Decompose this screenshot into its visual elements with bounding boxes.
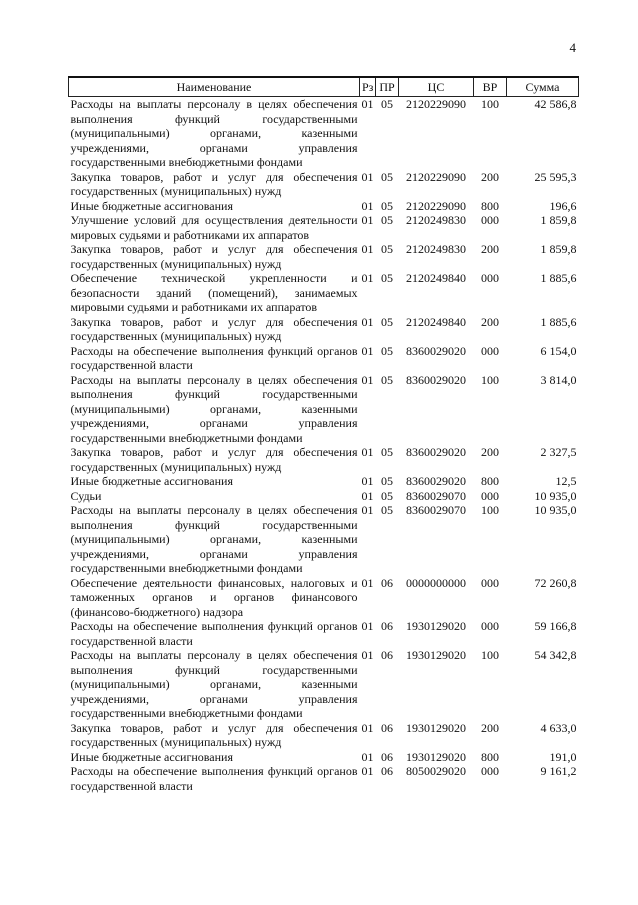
row-cs: 1930129020: [406, 648, 466, 662]
row-rz: 01: [361, 271, 374, 285]
row-rz: 01: [361, 474, 374, 488]
row-rz: 01: [361, 198, 374, 213]
row-name: Расходы на обеспечение выполнения функций органов государственной власти: [70, 619, 358, 648]
table-header: [69, 77, 579, 97]
row-rz: 01: [361, 503, 374, 517]
row-name: Закупка товаров, работ и услуг для обеспечения государственных (муниципальных) нужд: [70, 169, 358, 198]
row-vr: 000: [481, 343, 499, 358]
row-vr: 200: [481, 314, 499, 329]
row-pr: 06: [381, 749, 393, 764]
table-row: [69, 97, 579, 170]
row-cs: 0000000000: [406, 575, 466, 590]
row-rz: 01: [361, 575, 374, 590]
row-rz: 01: [361, 619, 374, 633]
row-sum: 1 885,6: [540, 271, 577, 285]
row-cs: 1930129020: [406, 619, 466, 633]
row-sum: 4 633,0: [540, 720, 577, 735]
row-sum: 3 814,0: [540, 372, 577, 387]
row-vr: 000: [481, 575, 499, 590]
row-name: Расходы на выплаты персоналу в целях обеспечения выполнения функций государственными (муниципальными) органами, казенными учреждениями, органами управления государственными внебюджетными фондами: [70, 97, 358, 169]
row-sum: 196,6: [549, 198, 577, 213]
row-sum: 9 161,2: [540, 764, 577, 778]
row-pr: 05: [381, 343, 393, 358]
row-pr: 06: [381, 764, 393, 778]
row-cs: 1930129020: [406, 720, 466, 735]
row-sum: 42 586,8: [534, 97, 577, 111]
row-pr: 05: [381, 445, 393, 459]
row-name: Расходы на обеспечение выполнения функций органов государственной власти: [70, 343, 358, 372]
table-row: [69, 489, 579, 504]
table-row: [69, 503, 579, 576]
row-vr: 100: [481, 503, 499, 517]
table-row: [69, 445, 579, 474]
row-vr: 000: [481, 764, 499, 778]
row-cs: 2120249840: [406, 314, 466, 329]
row-vr: 000: [481, 271, 499, 285]
table-row: [69, 750, 579, 765]
row-cs: 8360029020: [406, 343, 466, 358]
table-row: [69, 213, 579, 242]
table-row: [69, 619, 579, 648]
row-pr: 06: [381, 575, 393, 590]
table-row: [69, 170, 579, 199]
row-sum: 6 154,0: [540, 343, 577, 358]
row-vr: 000: [481, 213, 499, 227]
header-name: Наименование: [69, 77, 360, 97]
row-name: Улучшение условий для осуществления деятельности мировых судьями и работниками их аппаратов: [70, 213, 358, 242]
row-cs: 1930129020: [406, 749, 466, 764]
table-row: [69, 315, 579, 344]
row-vr: 000: [481, 619, 499, 633]
table-row: [69, 271, 579, 315]
row-pr: 05: [381, 198, 393, 213]
row-sum: 1 885,6: [540, 314, 577, 329]
row-rz: 01: [361, 213, 374, 227]
row-sum: 25 595,3: [534, 169, 577, 184]
row-name: Иные бюджетные ассигнования: [70, 198, 233, 213]
header-rz: Рз: [360, 77, 376, 97]
header-vr: ВР: [474, 77, 507, 97]
table-row: [69, 576, 579, 620]
header-cs: ЦС: [399, 77, 474, 97]
row-rz: 01: [361, 488, 374, 503]
table-row: [69, 648, 579, 721]
row-name: Обеспечение деятельности финансовых, налоговых и таможенных органов и органов финансового (финансово-бюджетного) надзора: [70, 575, 358, 619]
table-row: [69, 721, 579, 750]
row-vr: 200: [481, 169, 499, 184]
row-rz: 01: [361, 648, 374, 662]
row-cs: 2120249830: [406, 213, 466, 227]
header-sum: Сумма: [507, 77, 579, 97]
page-number: 4: [569, 40, 576, 55]
row-sum: 72 260,8: [534, 575, 577, 590]
row-cs: 2120229090: [406, 198, 466, 213]
row-name: Иные бюджетные ассигнования: [70, 749, 233, 764]
row-vr: 800: [481, 198, 499, 213]
row-sum: 1 859,8: [540, 213, 577, 227]
row-rz: 01: [361, 97, 374, 111]
row-name: Судьи: [70, 488, 102, 503]
row-cs: 8360029070: [406, 503, 466, 517]
row-sum: 2 327,5: [540, 445, 577, 459]
row-cs: 2120249840: [406, 271, 466, 285]
row-name: Расходы на выплаты персоналу в целях обеспечения выполнения функций государственными (муниципальными) органами, казенными учреждениями, органами управления государственными внебюджетными фондами: [70, 372, 358, 445]
row-vr: 100: [481, 372, 499, 387]
row-pr: 06: [381, 648, 393, 662]
row-vr: 800: [481, 474, 499, 488]
row-name: Расходы на выплаты персоналу в целях обеспечения выполнения функций государственными (муниципальными) органами, казенными учреждениями, органами управления государственными внебюджетными фондами: [70, 503, 358, 575]
row-cs: 2120249830: [406, 242, 466, 256]
row-sum: 54 342,8: [534, 648, 577, 662]
row-pr: 05: [381, 242, 393, 256]
header-pr: ПР: [376, 77, 399, 97]
row-name: Закупка товаров, работ и услуг для обеспечения государственных (муниципальных) нужд: [70, 445, 358, 474]
row-cs: 8050029020: [406, 764, 466, 778]
table-row: [69, 474, 579, 489]
row-name: Закупка товаров, работ и услуг для обеспечения государственных (муниципальных) нужд: [70, 314, 358, 343]
row-rz: 01: [361, 242, 374, 256]
row-rz: 01: [361, 749, 374, 764]
row-rz: 01: [361, 372, 374, 387]
table-row: [69, 199, 579, 214]
row-cs: 8360029070: [406, 488, 466, 503]
row-vr: 100: [481, 97, 499, 111]
row-name: Расходы на выплаты персоналу в целях обеспечения выполнения функций государственными (муниципальными) органами, казенными учреждениями, органами управления государственными внебюджетными фондами: [70, 648, 358, 720]
table-body: [69, 97, 579, 794]
row-pr: 05: [381, 488, 393, 503]
row-cs: 8360029020: [406, 372, 466, 387]
row-vr: 200: [481, 242, 499, 256]
row-pr: 05: [381, 503, 393, 517]
table-row: [69, 764, 579, 793]
row-pr: 05: [381, 213, 393, 227]
row-vr: 800: [481, 749, 499, 764]
table-row: [69, 242, 579, 271]
row-cs: 8360029020: [406, 445, 466, 459]
row-name: Расходы на обеспечение выполнения функций органов государственной власти: [70, 764, 358, 793]
row-pr: 05: [381, 271, 393, 285]
row-pr: 05: [381, 474, 393, 488]
row-vr: 100: [481, 648, 499, 662]
budget-table: [68, 76, 579, 793]
row-sum: 10 935,0: [534, 503, 577, 517]
row-rz: 01: [361, 445, 374, 459]
row-name: Закупка товаров, работ и услуг для обеспечения государственных (муниципальных) нужд: [70, 720, 358, 749]
row-sum: 59 166,8: [534, 619, 577, 633]
row-name: Закупка товаров, работ и услуг для обеспечения государственных (муниципальных) нужд: [70, 242, 358, 271]
row-pr: 05: [381, 372, 393, 387]
row-sum: 191,0: [549, 749, 577, 764]
row-cs: 8360029020: [406, 474, 466, 488]
row-rz: 01: [361, 169, 374, 184]
header-row: [69, 77, 579, 97]
row-pr: 06: [381, 619, 393, 633]
row-rz: 01: [361, 343, 374, 358]
row-pr: 05: [381, 169, 393, 184]
row-cs: 2120229090: [406, 169, 466, 184]
row-rz: 01: [361, 314, 374, 329]
row-sum: 1 859,8: [540, 242, 577, 256]
row-rz: 01: [361, 764, 374, 778]
row-name: Иные бюджетные ассигнования: [70, 474, 233, 488]
row-rz: 01: [361, 720, 374, 735]
row-name: Обеспечение технической укрепленности и безопасности зданий (помещений), занимаемых мировыми судьями и работниками их аппаратов: [70, 271, 358, 314]
row-vr: 200: [481, 445, 499, 459]
row-cs: 2120229090: [406, 97, 466, 111]
row-pr: 06: [381, 720, 393, 735]
row-sum: 10 935,0: [534, 488, 577, 503]
table-row: [69, 373, 579, 446]
row-vr: 000: [481, 488, 499, 503]
table-row: [69, 344, 579, 373]
row-pr: 05: [381, 97, 393, 111]
row-pr: 05: [381, 314, 393, 329]
row-sum: 12,5: [555, 474, 577, 488]
row-vr: 200: [481, 720, 499, 735]
